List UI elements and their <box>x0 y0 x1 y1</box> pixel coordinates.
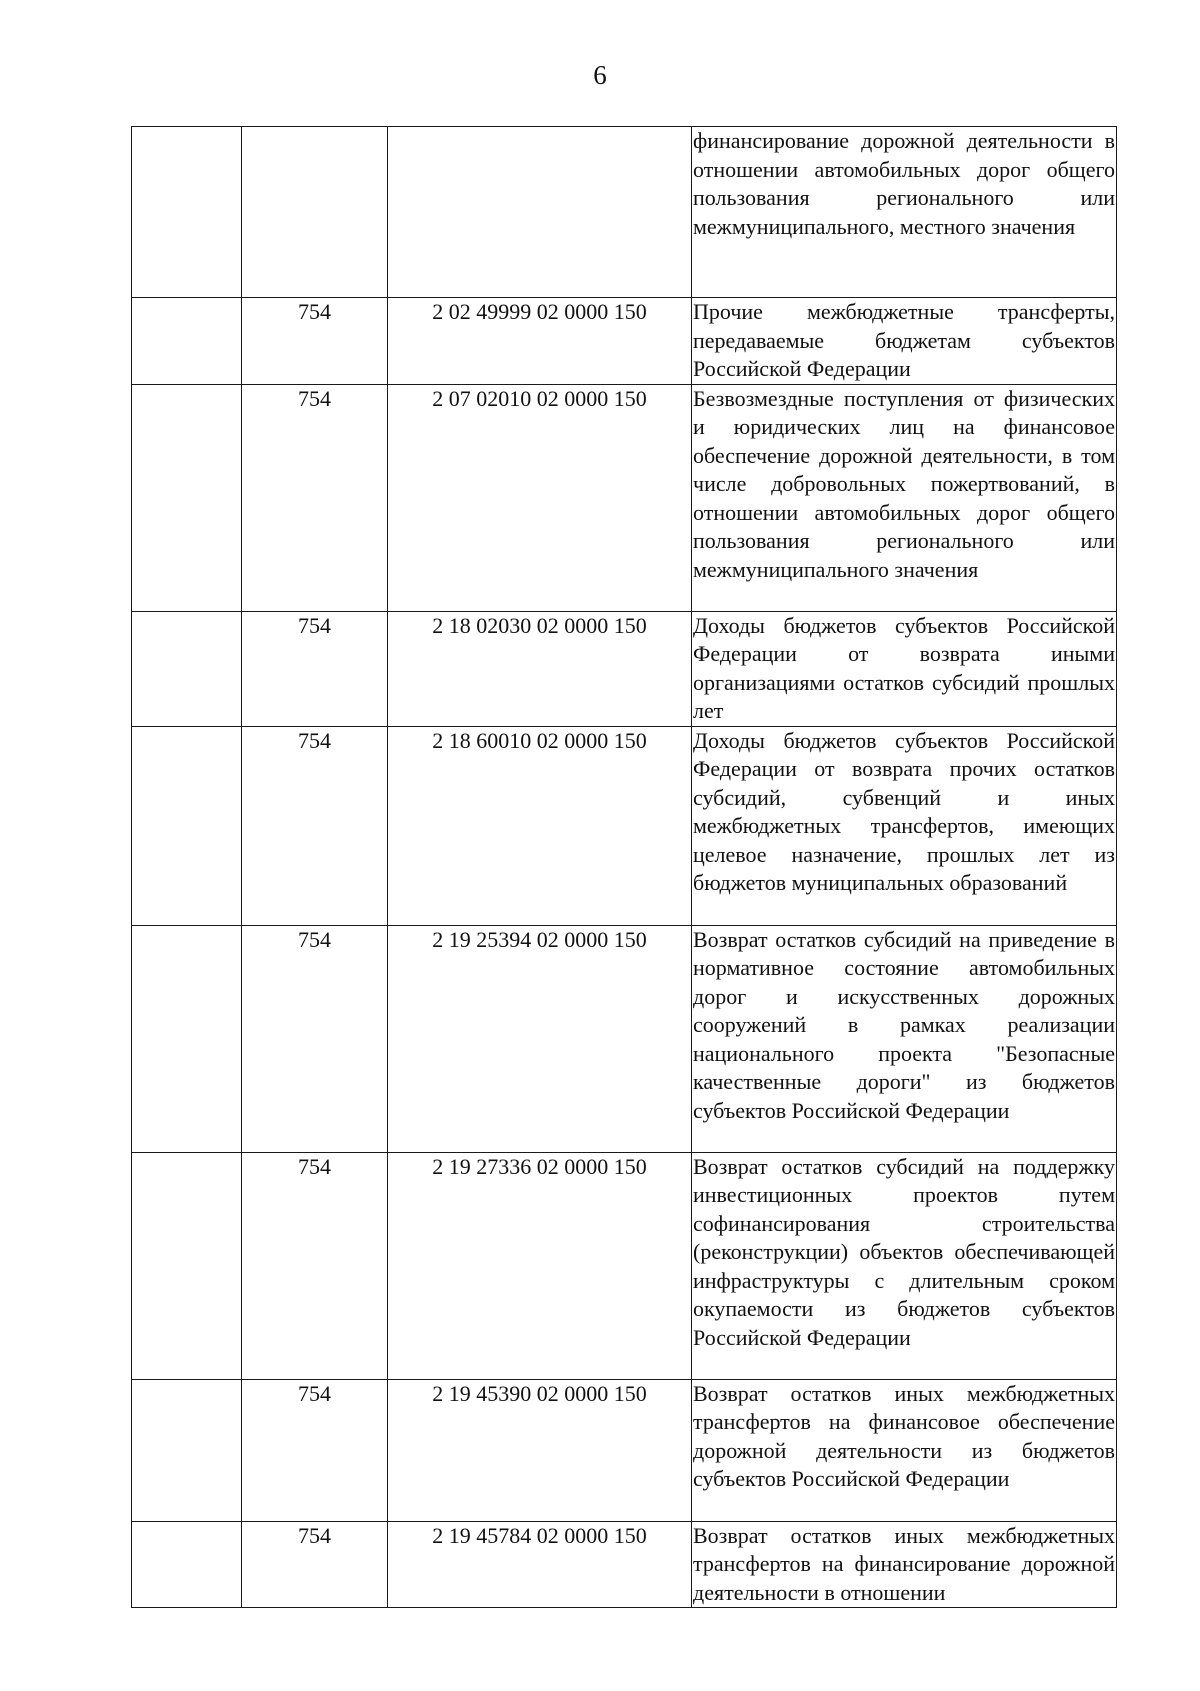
page-number: 6 <box>593 60 607 90</box>
table-row <box>132 1152 1117 1379</box>
admin-code-cell: 754 <box>242 611 388 726</box>
revenue-code-cell: 2 18 60010 02 0000 150 <box>388 726 692 925</box>
description-cell: Безвозмездные поступления от физических и юридических лиц на финансовое обеспечение дорожной деятельности, в том числе добровольных пожертвований, в отношении автомобильных дорог общего пользования регионального или межмуниципального значения <box>692 384 1117 611</box>
empty-cell <box>132 1521 242 1608</box>
admin-code-cell: 754 <box>242 925 388 1152</box>
description-cell: Доходы бюджетов субъектов Российской Федерации от возврата прочих остатков субсидий, субвенций и иных межбюджетных трансфертов, имеющих целевое назначение, прошлых лет из бюджетов муниципальных образований <box>692 726 1117 925</box>
table-row <box>132 298 1117 385</box>
description-cell: Возврат остатков иных межбюджетных трансфертов на финансовое обеспечение дорожной деятельности из бюджетов субъектов Российской Федерации <box>692 1379 1117 1521</box>
empty-cell <box>132 127 242 298</box>
revenue-code-cell: 2 02 49999 02 0000 150 <box>388 298 692 385</box>
revenue-codes-table <box>131 126 1117 1608</box>
admin-code-cell: 754 <box>242 726 388 925</box>
table-row <box>132 127 1117 298</box>
revenue-code-cell <box>388 127 692 298</box>
empty-cell <box>132 611 242 726</box>
revenue-code-cell: 2 19 25394 02 0000 150 <box>388 925 692 1152</box>
admin-code-cell: 754 <box>242 1379 388 1521</box>
description-cell: Возврат остатков иных межбюджетных трансфертов на финансирование дорожной деятельности в отношении <box>692 1521 1117 1608</box>
empty-cell <box>132 384 242 611</box>
description-cell: Возврат остатков субсидий на поддержку инвестиционных проектов путем софинансирования строительства (реконструкции) объектов обеспечивающей инфраструктуры с длительным сроком окупаемости из бюджетов субъектов Российской Федерации <box>692 1152 1117 1379</box>
revenue-code-cell: 2 07 02010 02 0000 150 <box>388 384 692 611</box>
revenue-code-cell: 2 19 45390 02 0000 150 <box>388 1379 692 1521</box>
empty-cell <box>132 1152 242 1379</box>
table-row <box>132 1521 1117 1608</box>
empty-cell <box>132 298 242 385</box>
table-row <box>132 726 1117 925</box>
table-row <box>132 384 1117 611</box>
revenue-code-cell: 2 19 45784 02 0000 150 <box>388 1521 692 1608</box>
empty-cell <box>132 726 242 925</box>
revenue-code-cell: 2 19 27336 02 0000 150 <box>388 1152 692 1379</box>
admin-code-cell <box>242 127 388 298</box>
table-row <box>132 1379 1117 1521</box>
admin-code-cell: 754 <box>242 1521 388 1608</box>
admin-code-cell: 754 <box>242 1152 388 1379</box>
description-cell: Возврат остатков субсидий на приведение в нормативное состояние автомобильных дорог и искусственных дорожных сооружений в рамках реализации национального проекта "Безопасные качественные дороги" из бюджетов субъектов Российской Федерации <box>692 925 1117 1152</box>
table-row <box>132 925 1117 1152</box>
empty-cell <box>132 925 242 1152</box>
revenue-code-cell: 2 18 02030 02 0000 150 <box>388 611 692 726</box>
admin-code-cell: 754 <box>242 384 388 611</box>
admin-code-cell: 754 <box>242 298 388 385</box>
description-cell: Доходы бюджетов субъектов Российской Федерации от возврата иными организациями остатков субсидий прошлых лет <box>692 611 1117 726</box>
description-cell: Прочие межбюджетные трансферты, передаваемые бюджетам субъектов Российской Федерации <box>692 298 1117 385</box>
table-row <box>132 611 1117 726</box>
description-cell: финансирование дорожной деятельности в отношении автомобильных дорог общего пользования регионального или межмуниципального, местного значения <box>692 127 1117 298</box>
empty-cell <box>132 1379 242 1521</box>
